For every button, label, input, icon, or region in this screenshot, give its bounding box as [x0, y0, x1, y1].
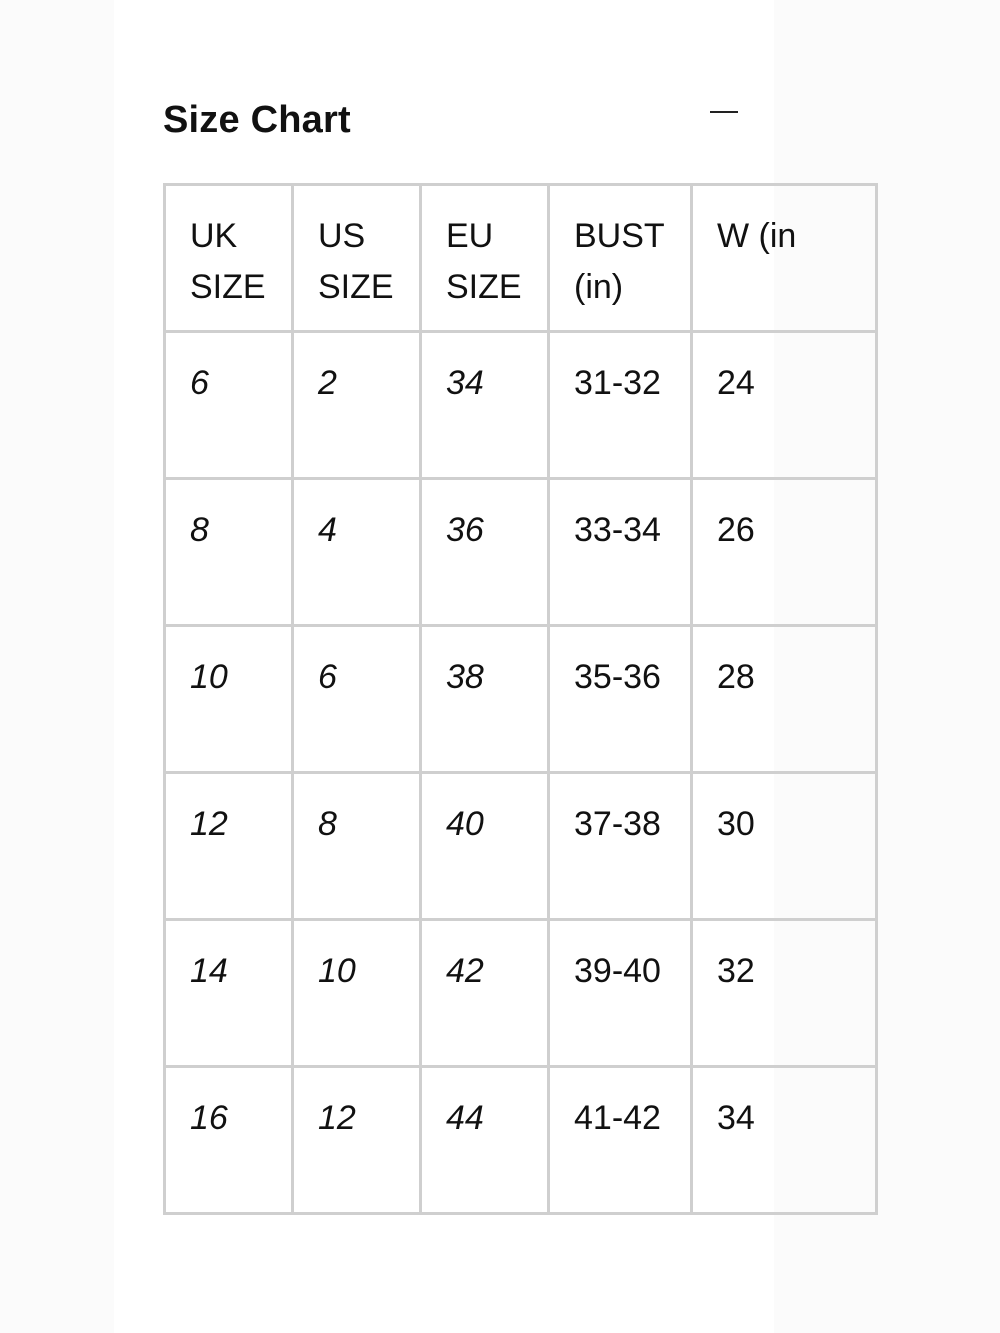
- cell-waist: 34: [692, 1067, 877, 1214]
- cell-eu-size: 44: [421, 1067, 549, 1214]
- size-chart-title: Size Chart: [163, 99, 351, 141]
- cell-uk-size: 8: [165, 479, 293, 626]
- cell-us-size: 2: [293, 332, 421, 479]
- cell-eu-size: 38: [421, 626, 549, 773]
- header-uk-size: UK SIZE: [165, 185, 293, 332]
- cell-uk-size: 14: [165, 920, 293, 1067]
- cell-bust: 33-34: [549, 479, 692, 626]
- cell-bust: 39-40: [549, 920, 692, 1067]
- table-row: [165, 1067, 877, 1214]
- cell-bust: 41-42: [549, 1067, 692, 1214]
- cell-us-size: 4: [293, 479, 421, 626]
- cell-eu-size: 40: [421, 773, 549, 920]
- cell-bust: 31-32: [549, 332, 692, 479]
- cell-waist: 24: [692, 332, 877, 479]
- cell-eu-size: 36: [421, 479, 549, 626]
- cell-bust: 37-38: [549, 773, 692, 920]
- table-row: [165, 920, 877, 1067]
- table-row: [165, 479, 877, 626]
- table-header-row: [165, 185, 877, 332]
- cell-eu-size: 42: [421, 920, 549, 1067]
- header-eu-size: EU SIZE: [421, 185, 549, 332]
- size-chart-header[interactable]: [163, 96, 740, 146]
- cell-waist: 32: [692, 920, 877, 1067]
- header-us-size: US SIZE: [293, 185, 421, 332]
- minus-icon-bar: [710, 111, 738, 113]
- cell-bust: 35-36: [549, 626, 692, 773]
- cell-us-size: 8: [293, 773, 421, 920]
- cell-us-size: 6: [293, 626, 421, 773]
- minus-icon[interactable]: [704, 108, 740, 128]
- cell-us-size: 12: [293, 1067, 421, 1214]
- size-table-container[interactable]: [163, 183, 797, 1241]
- cell-waist: 28: [692, 626, 877, 773]
- cell-waist: 30: [692, 773, 877, 920]
- size-table: [163, 183, 878, 1215]
- cell-us-size: 10: [293, 920, 421, 1067]
- table-row: [165, 773, 877, 920]
- cell-uk-size: 10: [165, 626, 293, 773]
- cell-uk-size: 16: [165, 1067, 293, 1214]
- header-bust: BUST (in): [549, 185, 692, 332]
- table-row: [165, 626, 877, 773]
- cell-waist: 26: [692, 479, 877, 626]
- cell-eu-size: 34: [421, 332, 549, 479]
- cell-uk-size: 6: [165, 332, 293, 479]
- header-waist: W (in: [692, 185, 877, 332]
- table-row: [165, 332, 877, 479]
- cell-uk-size: 12: [165, 773, 293, 920]
